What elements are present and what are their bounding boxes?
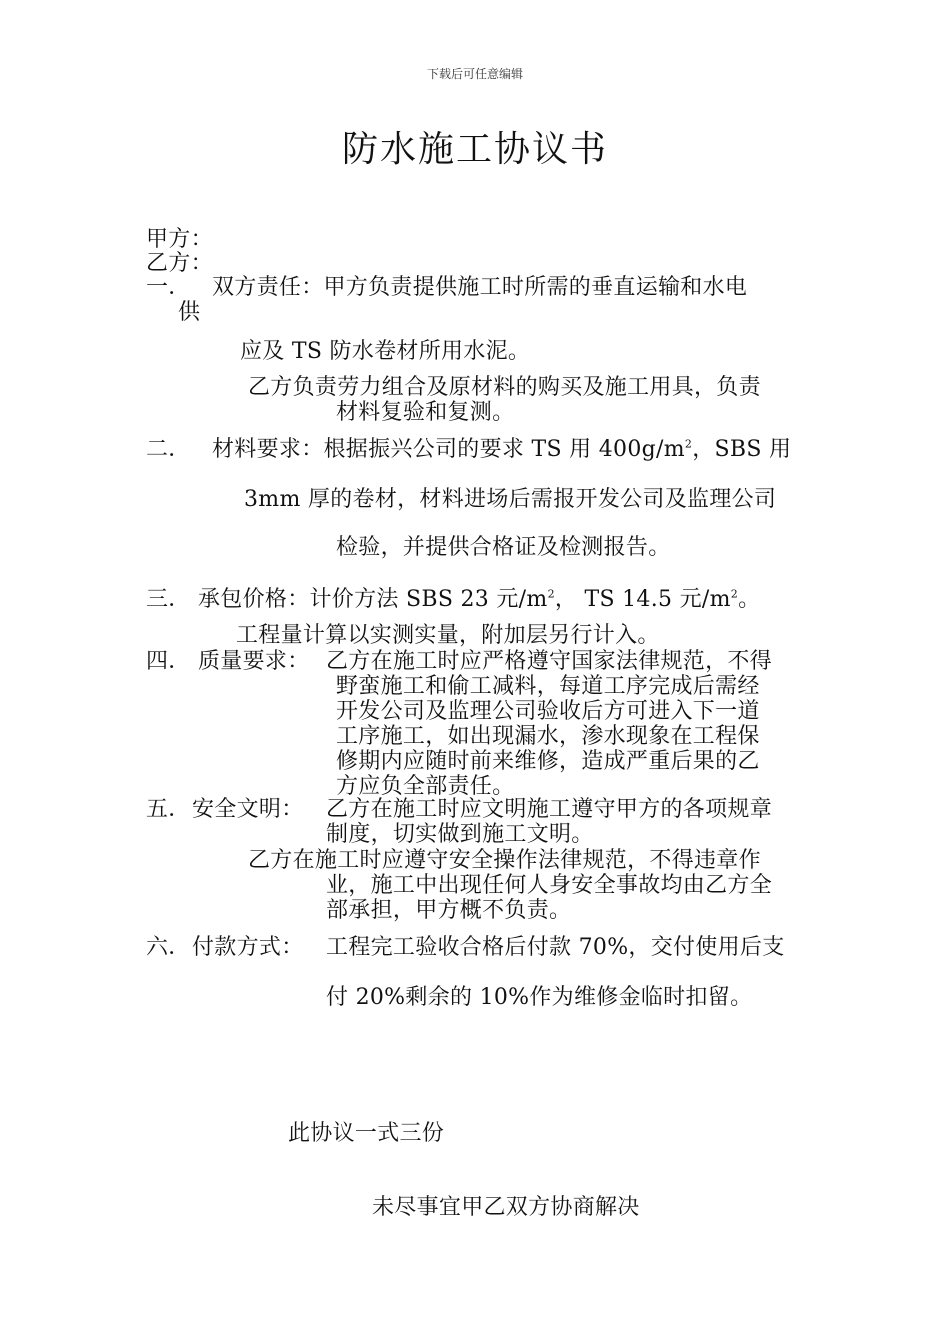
section-5-line-2: 制度，切实做到施工文明。: [326, 822, 594, 847]
section-3-superscript-1: 2: [547, 587, 555, 601]
section-4-line-6: 方应负全部责任。: [336, 774, 515, 799]
header-note: 下载后可任意编辑: [426, 67, 523, 81]
section-1-line-3: 应及 TS 防水卷材所用水泥。: [240, 339, 531, 364]
section-2-superscript: 2: [684, 437, 693, 451]
section-4-line-5: 修期内应随时前来维修，造成严重后果的乙: [336, 749, 760, 774]
section-1-number: 一．: [146, 275, 191, 300]
document-title: 防水施工协议书: [341, 129, 608, 170]
section-1-line-5: 材料复验和复测。: [336, 400, 515, 425]
section-4-line-1: 乙方在施工时应严格遵守国家法律规范，不得: [326, 649, 773, 674]
section-5-line-5: 部承担，甲方概不负责。: [326, 898, 572, 923]
section-2-line-3: 检验，并提供合格证及检测报告。: [336, 535, 671, 560]
section-3-superscript-2: 2: [730, 587, 739, 601]
section-6-line-2: 付 20%剩余的 10%作为维修金临时扣留。: [326, 985, 753, 1010]
section-4-line-4: 工序施工，如出现漏水，渗水现象在工程保: [336, 724, 760, 749]
section-4-line-3: 开发公司及监理公司验收后方可进入下一道: [336, 699, 760, 724]
section-2-line-2: 3mm 厚的卷材，材料进场后需报开发公司及监理公司: [244, 487, 777, 512]
section-1-line-1: 双方责任：甲方负责提供施工时所需的垂直运输和水电: [212, 275, 748, 300]
section-5-line-3: 乙方在施工时应遵守安全操作法律规范，不得违章作: [248, 848, 761, 873]
section-4-number: 四．: [146, 649, 191, 674]
section-2-line-1-text: 材料要求：根据振兴公司的要求 TS 用 400g/m: [212, 437, 685, 462]
closing-negotiate: 未尽事宜甲乙双方协商解决: [372, 1195, 640, 1220]
section-6-number: 六．: [146, 935, 191, 960]
section-5-line-1: 乙方在施工时应文明施工遵守甲方的各项规章: [326, 797, 773, 822]
section-3-line-1-text: 承包价格：计价方法 SBS 23 元/m: [198, 587, 548, 612]
party-a-label: 甲方：: [146, 227, 213, 252]
section-3-number: 三．: [146, 587, 191, 612]
section-1-line-4: 乙方负责劳力组合及原材料的购买及施工用具，负责: [248, 375, 761, 400]
section-2-number: 二．: [146, 437, 191, 462]
section-1-line-2: 供: [178, 300, 201, 325]
section-6-line-1: 工程完工验收合格后付款 70%，交付使用后支: [326, 935, 785, 960]
party-b-label: 乙方：: [146, 251, 213, 276]
closing-copies: 此协议一式三份: [288, 1121, 445, 1146]
section-5-line-4: 业，施工中出现任何人身安全事故均由乙方全: [326, 873, 773, 898]
section-3-line-1-tail: 。: [738, 587, 761, 612]
section-3-line-1: [198, 587, 760, 613]
section-4-line-2: 野蛮施工和偷工减料，每道工序完成后需经: [336, 674, 760, 699]
section-6-lead: 付款方式：: [192, 935, 304, 960]
section-3-line-1-mid: ， TS 14.5 元/m: [554, 587, 731, 612]
section-3-line-2: 工程量计算以实测实量，附加层另行计入。: [236, 623, 660, 648]
section-4-lead: 质量要求：: [198, 649, 310, 674]
section-2-line-1-tail: ，SBS 用: [692, 437, 792, 462]
section-5-lead: 安全文明：: [192, 797, 304, 822]
section-5-number: 五．: [146, 797, 191, 822]
section-2-line-1: [212, 437, 791, 463]
